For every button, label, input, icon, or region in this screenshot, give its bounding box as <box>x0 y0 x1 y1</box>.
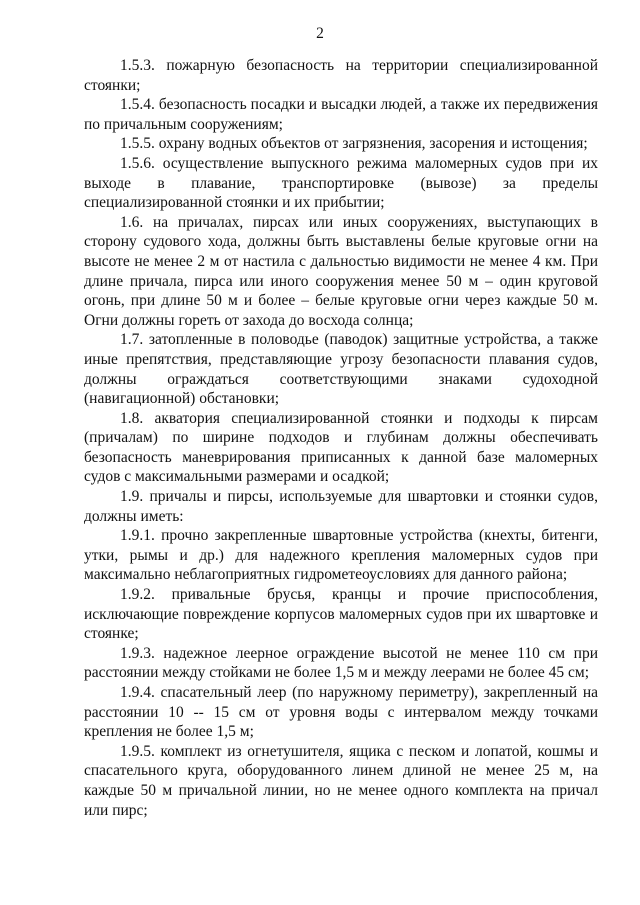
paragraph-1-9-3: 1.9.3. надежное леерное ограждение высотой не менее 110 см при расстоянии между стойками не более 1,5 м и между леерами не более 45 см; <box>84 644 598 682</box>
paragraph-1-9-1: 1.9.1. прочно закрепленные швартовные устройства (кнехты, битенги, утки, рымы и др.) для надежного крепления маломерных судов при максимально неблагоприятных гидрометеоусловиях для данного района; <box>84 527 598 584</box>
page-number: 2 <box>316 25 324 42</box>
paragraph-1-6: 1.6. на причалах, пирсах или иных сооружениях, выступающих в сторону судового хода, должны быть выставлены белые круговые огни на высоте не менее 2 м от настила с дальностью видимости не менее 4 км. При длине причала, пирса или иного сооружения менее 50 м – один круговой огонь, при длине 50 м и более – белые круговые огни через каждые 50 м. Огни должны гореть от захода до восхода солнца; <box>84 213 598 329</box>
paragraph-1-9-4: 1.9.4. спасательный леер (по наружному периметру), закрепленный на расстоянии 10 -- 15 см от уровня воды с интервалом между точками крепления не более 1,5 м; <box>84 684 598 741</box>
paragraph-1-5-5: 1.5.5. охрану водных объектов от загрязнения, засорения и истощения; <box>120 135 588 153</box>
paragraph-1-9: 1.9. причалы и пирсы, используемые для швартовки и стоянки судов, должны иметь: <box>84 488 598 525</box>
paragraph-1-8: 1.8. акватория специализированной стоянки и подходы к пирсам (причалам) по ширине подходов и глубинам должны обеспечивать безопасность маневрирования приписанных к данной базе маломерных судов с максимальными размерами и осадкой; <box>84 409 598 486</box>
paragraph-1-9-2: 1.9.2. привальные брусья, кранцы и прочие приспособления, исключающие повреждение корпусов маломерных судов при их швартовке и стоянке; <box>84 586 598 643</box>
paragraph-1-7: 1.7. затопленные в половодье (паводок) защитные устройства, а также иные препятствия, представляющие угрозу безопасности плавания судов, должны ограждаться соответствующими знаками судоходной (навигационной) обстановки; <box>84 331 598 408</box>
paragraph-1-5-6: 1.5.6. осуществление выпускного режима маломерных судов при их выходе в плавание, транспортировке (вывозе) за пределы специализированной стоянки и их прибытии; <box>84 154 598 212</box>
paragraph-1-5-4: 1.5.4. безопасность посадки и высадки людей, а также их передвижения по причальным сооружениям; <box>84 96 598 133</box>
document-body <box>84 56 598 820</box>
paragraph-1-5-3: 1.5.3. пожарную безопасность на территории специализированной стоянки; <box>84 57 598 94</box>
paragraph-1-9-5: 1.9.5. комплект из огнетушителя, ящика с песком и лопатой, кошмы и спасательного круга, оборудованного линем длиной не менее 25 м, на каждые 50 м причальной линии, но не менее одного комплекта на причал или пирс; <box>84 742 598 819</box>
